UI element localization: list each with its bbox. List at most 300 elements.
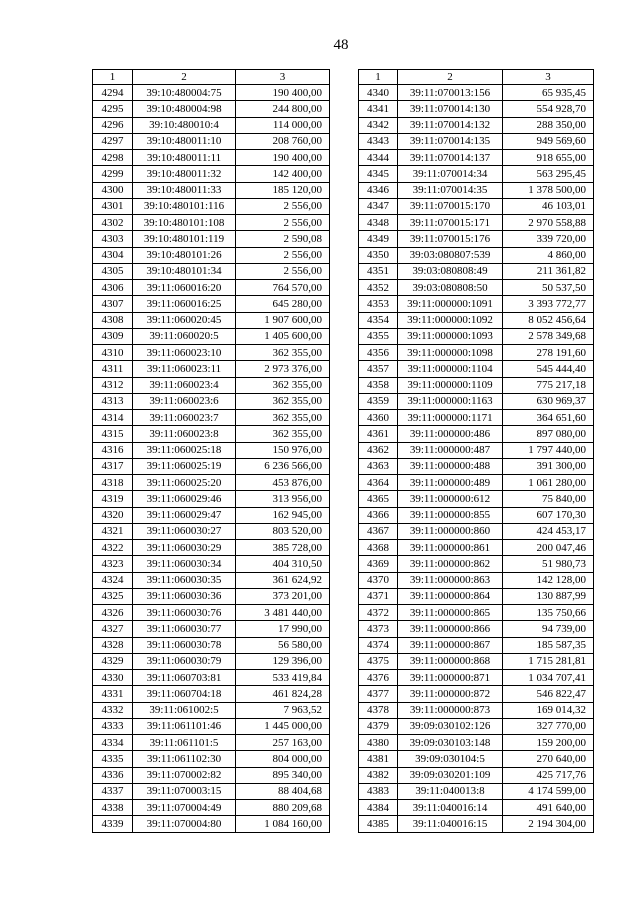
row-number-cell: 4376: [359, 670, 398, 686]
table-row: [359, 751, 594, 767]
cadastral-number-cell: 39:11:060023:11: [133, 361, 236, 377]
table-row: [359, 702, 594, 718]
value-cell: 17 990,00: [236, 621, 330, 637]
table-row: [359, 735, 594, 751]
value-cell: 75 840,00: [503, 491, 594, 507]
row-number-cell: 4306: [93, 280, 133, 296]
cadastral-number-cell: 39:11:000000:867: [398, 637, 503, 653]
value-cell: 453 876,00: [236, 475, 330, 491]
value-cell: 918 655,00: [503, 150, 594, 166]
table-row: [93, 540, 330, 556]
cadastral-number-cell: 39:11:000000:861: [398, 540, 503, 556]
row-number-cell: 4307: [93, 296, 133, 312]
table-row: [359, 767, 594, 783]
value-cell: 313 956,00: [236, 491, 330, 507]
cadastral-number-cell: 39:11:000000:486: [398, 426, 503, 442]
table-row: [359, 345, 594, 361]
value-cell: 1 084 160,00: [236, 816, 330, 832]
row-number-cell: 4294: [93, 85, 133, 101]
value-cell: 150 976,00: [236, 442, 330, 458]
row-number-cell: 4316: [93, 442, 133, 458]
table-row: [359, 491, 594, 507]
row-number-cell: 4369: [359, 556, 398, 572]
row-number-cell: 4310: [93, 345, 133, 361]
row-number-cell: 4380: [359, 735, 398, 751]
header-row: [93, 70, 330, 85]
value-cell: 50 537,50: [503, 280, 594, 296]
cadastral-number-cell: 39:10:480011:10: [133, 133, 236, 149]
table-row: [359, 296, 594, 312]
row-number-cell: 4362: [359, 442, 398, 458]
row-number-cell: 4312: [93, 377, 133, 393]
table-row: [93, 85, 330, 101]
value-cell: 2 556,00: [236, 247, 330, 263]
table-row: [359, 85, 594, 101]
table-row: [93, 605, 330, 621]
cadastral-number-cell: 39:11:040013:8: [398, 783, 503, 799]
row-number-cell: 4358: [359, 377, 398, 393]
table-row: [93, 670, 330, 686]
value-cell: 880 209,68: [236, 800, 330, 816]
value-cell: 1 797 440,00: [503, 442, 594, 458]
table-row: [359, 507, 594, 523]
value-cell: 1 405 600,00: [236, 328, 330, 344]
value-cell: 288 350,00: [503, 117, 594, 133]
value-cell: 6 236 566,00: [236, 458, 330, 474]
value-cell: 645 280,00: [236, 296, 330, 312]
cadastral-number-cell: 39:11:060023:10: [133, 345, 236, 361]
row-number-cell: 4356: [359, 345, 398, 361]
cadastral-number-cell: 39:11:061002:5: [133, 702, 236, 718]
table-row: [93, 556, 330, 572]
value-cell: 211 361,82: [503, 263, 594, 279]
cadastral-number-cell: 39:11:000000:868: [398, 653, 503, 669]
table-row: [359, 166, 594, 182]
cadastral-number-cell: 39:11:060030:34: [133, 556, 236, 572]
table-row: [93, 686, 330, 702]
right-table-body: [359, 85, 594, 833]
table-row: [359, 101, 594, 117]
cadastral-number-cell: 39:11:060703:81: [133, 670, 236, 686]
table-row: [359, 312, 594, 328]
column-header-2: 2: [398, 70, 503, 85]
row-number-cell: 4305: [93, 263, 133, 279]
table-row: [359, 377, 594, 393]
table-row: [93, 296, 330, 312]
value-cell: 949 569,60: [503, 133, 594, 149]
cadastral-number-cell: 39:11:060030:76: [133, 605, 236, 621]
table-row: [359, 231, 594, 247]
table-row: [93, 150, 330, 166]
value-cell: 114 000,00: [236, 117, 330, 133]
cadastral-number-cell: 39:11:070015:176: [398, 231, 503, 247]
row-number-cell: 4355: [359, 328, 398, 344]
cadastral-number-cell: 39:11:000000:862: [398, 556, 503, 572]
table-row: [93, 507, 330, 523]
table-row: [359, 588, 594, 604]
value-cell: 2 556,00: [236, 263, 330, 279]
table-row: [93, 166, 330, 182]
cadastral-number-cell: 39:11:000000:1163: [398, 393, 503, 409]
value-cell: 4 860,00: [503, 247, 594, 263]
row-number-cell: 4385: [359, 816, 398, 832]
table-row: [93, 735, 330, 751]
table-row: [93, 751, 330, 767]
cadastral-number-cell: 39:11:000000:860: [398, 523, 503, 539]
table-row: [93, 458, 330, 474]
cadastral-number-cell: 39:03:080808:49: [398, 263, 503, 279]
value-cell: 2 556,00: [236, 198, 330, 214]
value-cell: 56 580,00: [236, 637, 330, 653]
cadastral-number-cell: 39:11:061102:30: [133, 751, 236, 767]
column-header-3: 3: [236, 70, 330, 85]
cadastral-number-cell: 39:09:030201:109: [398, 767, 503, 783]
value-cell: 327 770,00: [503, 718, 594, 734]
table-row: [93, 198, 330, 214]
row-number-cell: 4364: [359, 475, 398, 491]
row-number-cell: 4343: [359, 133, 398, 149]
cadastral-number-cell: 39:11:000000:871: [398, 670, 503, 686]
value-cell: 8 052 456,64: [503, 312, 594, 328]
value-cell: 391 300,00: [503, 458, 594, 474]
cadastral-number-cell: 39:11:000000:863: [398, 572, 503, 588]
table-row: [359, 523, 594, 539]
row-number-cell: 4341: [359, 101, 398, 117]
cadastral-number-cell: 39:11:000000:487: [398, 442, 503, 458]
table-row: [93, 767, 330, 783]
table-row: [93, 572, 330, 588]
row-number-cell: 4342: [359, 117, 398, 133]
cadastral-number-cell: 39:11:000000:1171: [398, 410, 503, 426]
table-row: [93, 328, 330, 344]
cadastral-number-cell: 39:11:060025:19: [133, 458, 236, 474]
row-number-cell: 4319: [93, 491, 133, 507]
table-row: [93, 263, 330, 279]
cadastral-number-cell: 39:11:060029:46: [133, 491, 236, 507]
table-row: [93, 442, 330, 458]
table-row: [359, 475, 594, 491]
cadastral-number-cell: 39:11:060023:8: [133, 426, 236, 442]
value-cell: 129 396,00: [236, 653, 330, 669]
table-row: [359, 247, 594, 263]
cadastral-number-cell: 39:11:060029:47: [133, 507, 236, 523]
table-row: [93, 377, 330, 393]
table-row: [93, 621, 330, 637]
row-number-cell: 4375: [359, 653, 398, 669]
value-cell: 200 047,46: [503, 540, 594, 556]
cadastral-number-cell: 39:09:030102:126: [398, 718, 503, 734]
row-number-cell: 4359: [359, 393, 398, 409]
cadastral-number-cell: 39:11:070014:137: [398, 150, 503, 166]
cadastral-number-cell: 39:11:060016:20: [133, 280, 236, 296]
value-cell: 159 200,00: [503, 735, 594, 751]
cadastral-number-cell: 39:11:061101:5: [133, 735, 236, 751]
row-number-cell: 4317: [93, 458, 133, 474]
value-cell: 3 393 772,77: [503, 296, 594, 312]
row-number-cell: 4350: [359, 247, 398, 263]
value-cell: 2 973 376,00: [236, 361, 330, 377]
cadastral-number-cell: 39:11:070015:171: [398, 215, 503, 231]
cadastral-number-cell: 39:11:060023:6: [133, 393, 236, 409]
table-row: [93, 475, 330, 491]
cadastral-number-cell: 39:11:000000:488: [398, 458, 503, 474]
value-cell: 1 034 707,41: [503, 670, 594, 686]
table-row: [359, 198, 594, 214]
cadastral-number-cell: 39:11:040016:14: [398, 800, 503, 816]
cadastral-number-cell: 39:03:080807:539: [398, 247, 503, 263]
row-number-cell: 4360: [359, 410, 398, 426]
row-number-cell: 4382: [359, 767, 398, 783]
row-number-cell: 4339: [93, 816, 133, 832]
cadastral-number-cell: 39:11:070014:130: [398, 101, 503, 117]
table-row: [359, 133, 594, 149]
column-header-3: 3: [503, 70, 594, 85]
table-row: [93, 133, 330, 149]
cadastral-number-cell: 39:10:480101:119: [133, 231, 236, 247]
value-cell: 94 739,00: [503, 621, 594, 637]
row-number-cell: 4326: [93, 605, 133, 621]
table-row: [359, 540, 594, 556]
cadastral-number-cell: 39:11:070004:49: [133, 800, 236, 816]
value-cell: 51 980,73: [503, 556, 594, 572]
cadastral-number-cell: 39:10:480010:4: [133, 117, 236, 133]
table-row: [93, 653, 330, 669]
cadastral-number-cell: 39:03:080808:50: [398, 280, 503, 296]
cadastral-number-cell: 39:11:070014:132: [398, 117, 503, 133]
table-row: [93, 361, 330, 377]
row-number-cell: 4347: [359, 198, 398, 214]
value-cell: 404 310,50: [236, 556, 330, 572]
value-cell: 775 217,18: [503, 377, 594, 393]
value-cell: 135 750,66: [503, 605, 594, 621]
table-row: [93, 393, 330, 409]
row-number-cell: 4345: [359, 166, 398, 182]
row-number-cell: 4348: [359, 215, 398, 231]
table-row: [93, 182, 330, 198]
table-row: [359, 621, 594, 637]
row-number-cell: 4381: [359, 751, 398, 767]
value-cell: 362 355,00: [236, 345, 330, 361]
cadastral-number-cell: 39:11:000000:872: [398, 686, 503, 702]
row-number-cell: 4299: [93, 166, 133, 182]
table-row: [359, 783, 594, 799]
cadastral-number-cell: 39:09:030104:5: [398, 751, 503, 767]
cadastral-number-cell: 39:11:060030:78: [133, 637, 236, 653]
cadastral-number-cell: 39:11:060025:20: [133, 475, 236, 491]
value-cell: 425 717,76: [503, 767, 594, 783]
row-number-cell: 4333: [93, 718, 133, 734]
table-row: [359, 686, 594, 702]
value-cell: 563 295,45: [503, 166, 594, 182]
value-cell: 362 355,00: [236, 410, 330, 426]
row-number-cell: 4371: [359, 588, 398, 604]
column-header-2: 2: [133, 70, 236, 85]
table-row: [93, 800, 330, 816]
table-row: [93, 783, 330, 799]
row-number-cell: 4363: [359, 458, 398, 474]
row-number-cell: 4346: [359, 182, 398, 198]
value-cell: 190 400,00: [236, 85, 330, 101]
value-cell: 897 080,00: [503, 426, 594, 442]
value-cell: 1 445 000,00: [236, 718, 330, 734]
table-row: [359, 361, 594, 377]
table-row: [359, 117, 594, 133]
table-row: [359, 393, 594, 409]
value-cell: 2 578 349,68: [503, 328, 594, 344]
row-number-cell: 4351: [359, 263, 398, 279]
table-row: [359, 605, 594, 621]
page-number: 48: [333, 37, 349, 53]
header-row: [359, 70, 594, 85]
value-cell: 2 970 558,88: [503, 215, 594, 231]
table-row: [93, 231, 330, 247]
value-cell: 244 800,00: [236, 101, 330, 117]
value-cell: 630 969,37: [503, 393, 594, 409]
row-number-cell: 4315: [93, 426, 133, 442]
row-number-cell: 4344: [359, 150, 398, 166]
cadastral-number-cell: 39:11:000000:866: [398, 621, 503, 637]
value-cell: 895 340,00: [236, 767, 330, 783]
left-table: [92, 69, 330, 833]
cadastral-number-cell: 39:10:480101:108: [133, 215, 236, 231]
value-cell: 361 624,92: [236, 572, 330, 588]
cadastral-number-cell: 39:11:060030:35: [133, 572, 236, 588]
row-number-cell: 4311: [93, 361, 133, 377]
column-header-1: 1: [93, 70, 133, 85]
value-cell: 270 640,00: [503, 751, 594, 767]
table-row: [359, 215, 594, 231]
row-number-cell: 4384: [359, 800, 398, 816]
row-number-cell: 4349: [359, 231, 398, 247]
table-row: [359, 426, 594, 442]
value-cell: 554 928,70: [503, 101, 594, 117]
value-cell: 185 587,35: [503, 637, 594, 653]
table-row: [359, 150, 594, 166]
cadastral-number-cell: 39:11:070013:156: [398, 85, 503, 101]
value-cell: 803 520,00: [236, 523, 330, 539]
table-row: [93, 426, 330, 442]
cadastral-number-cell: 39:11:060030:29: [133, 540, 236, 556]
value-cell: 208 760,00: [236, 133, 330, 149]
value-cell: 2 194 304,00: [503, 816, 594, 832]
row-number-cell: 4336: [93, 767, 133, 783]
cadastral-number-cell: 39:11:070015:170: [398, 198, 503, 214]
row-number-cell: 4295: [93, 101, 133, 117]
row-number-cell: 4323: [93, 556, 133, 572]
row-number-cell: 4325: [93, 588, 133, 604]
value-cell: 804 000,00: [236, 751, 330, 767]
cadastral-number-cell: 39:11:000000:489: [398, 475, 503, 491]
row-number-cell: 4302: [93, 215, 133, 231]
cadastral-number-cell: 39:11:000000:1091: [398, 296, 503, 312]
row-number-cell: 4352: [359, 280, 398, 296]
value-cell: 364 651,60: [503, 410, 594, 426]
table-row: [359, 800, 594, 816]
value-cell: 257 163,00: [236, 735, 330, 751]
value-cell: 385 728,00: [236, 540, 330, 556]
value-cell: 533 419,84: [236, 670, 330, 686]
cadastral-number-cell: 39:11:000000:1098: [398, 345, 503, 361]
table-row: [93, 101, 330, 117]
row-number-cell: 4322: [93, 540, 133, 556]
cadastral-number-cell: 39:11:060020:45: [133, 312, 236, 328]
cadastral-number-cell: 39:11:000000:873: [398, 702, 503, 718]
cadastral-number-cell: 39:11:060016:25: [133, 296, 236, 312]
value-cell: 142 400,00: [236, 166, 330, 182]
value-cell: 88 404,68: [236, 783, 330, 799]
table-row: [93, 491, 330, 507]
table-row: [359, 653, 594, 669]
cadastral-number-cell: 39:10:480011:33: [133, 182, 236, 198]
cadastral-number-cell: 39:09:030103:148: [398, 735, 503, 751]
table-row: [93, 523, 330, 539]
value-cell: 169 014,32: [503, 702, 594, 718]
cadastral-number-cell: 39:11:070002:82: [133, 767, 236, 783]
cadastral-number-cell: 39:10:480011:11: [133, 150, 236, 166]
value-cell: 185 120,00: [236, 182, 330, 198]
row-number-cell: 4366: [359, 507, 398, 523]
row-number-cell: 4298: [93, 150, 133, 166]
cadastral-number-cell: 39:11:000000:1093: [398, 328, 503, 344]
row-number-cell: 4321: [93, 523, 133, 539]
row-number-cell: 4370: [359, 572, 398, 588]
row-number-cell: 4330: [93, 670, 133, 686]
value-cell: 362 355,00: [236, 426, 330, 442]
row-number-cell: 4361: [359, 426, 398, 442]
cadastral-number-cell: 39:11:061101:46: [133, 718, 236, 734]
cadastral-number-cell: 39:11:070014:34: [398, 166, 503, 182]
row-number-cell: 4297: [93, 133, 133, 149]
cadastral-number-cell: 39:11:060704:18: [133, 686, 236, 702]
row-number-cell: 4331: [93, 686, 133, 702]
table-row: [93, 345, 330, 361]
value-cell: 1 378 500,00: [503, 182, 594, 198]
row-number-cell: 4313: [93, 393, 133, 409]
table-row: [359, 670, 594, 686]
value-cell: 130 887,99: [503, 588, 594, 604]
row-number-cell: 4338: [93, 800, 133, 816]
value-cell: 764 570,00: [236, 280, 330, 296]
row-number-cell: 4378: [359, 702, 398, 718]
table-row: [93, 280, 330, 296]
cadastral-number-cell: 39:11:060030:77: [133, 621, 236, 637]
row-number-cell: 4379: [359, 718, 398, 734]
table-row: [359, 410, 594, 426]
value-cell: 545 444,40: [503, 361, 594, 377]
table-row: [359, 458, 594, 474]
row-number-cell: 4308: [93, 312, 133, 328]
row-number-cell: 4296: [93, 117, 133, 133]
table-row: [359, 263, 594, 279]
value-cell: 4 174 599,00: [503, 783, 594, 799]
table-row: [359, 572, 594, 588]
cadastral-number-cell: 39:11:060030:27: [133, 523, 236, 539]
cadastral-number-cell: 39:11:070014:35: [398, 182, 503, 198]
cadastral-number-cell: 39:10:480101:34: [133, 263, 236, 279]
row-number-cell: 4332: [93, 702, 133, 718]
value-cell: 373 201,00: [236, 588, 330, 604]
value-cell: 46 103,01: [503, 198, 594, 214]
table-row: [93, 215, 330, 231]
row-number-cell: 4320: [93, 507, 133, 523]
row-number-cell: 4373: [359, 621, 398, 637]
row-number-cell: 4301: [93, 198, 133, 214]
value-cell: 339 720,00: [503, 231, 594, 247]
value-cell: 1 715 281,81: [503, 653, 594, 669]
value-cell: 7 963,52: [236, 702, 330, 718]
cadastral-number-cell: 39:11:000000:1109: [398, 377, 503, 393]
value-cell: 607 170,30: [503, 507, 594, 523]
